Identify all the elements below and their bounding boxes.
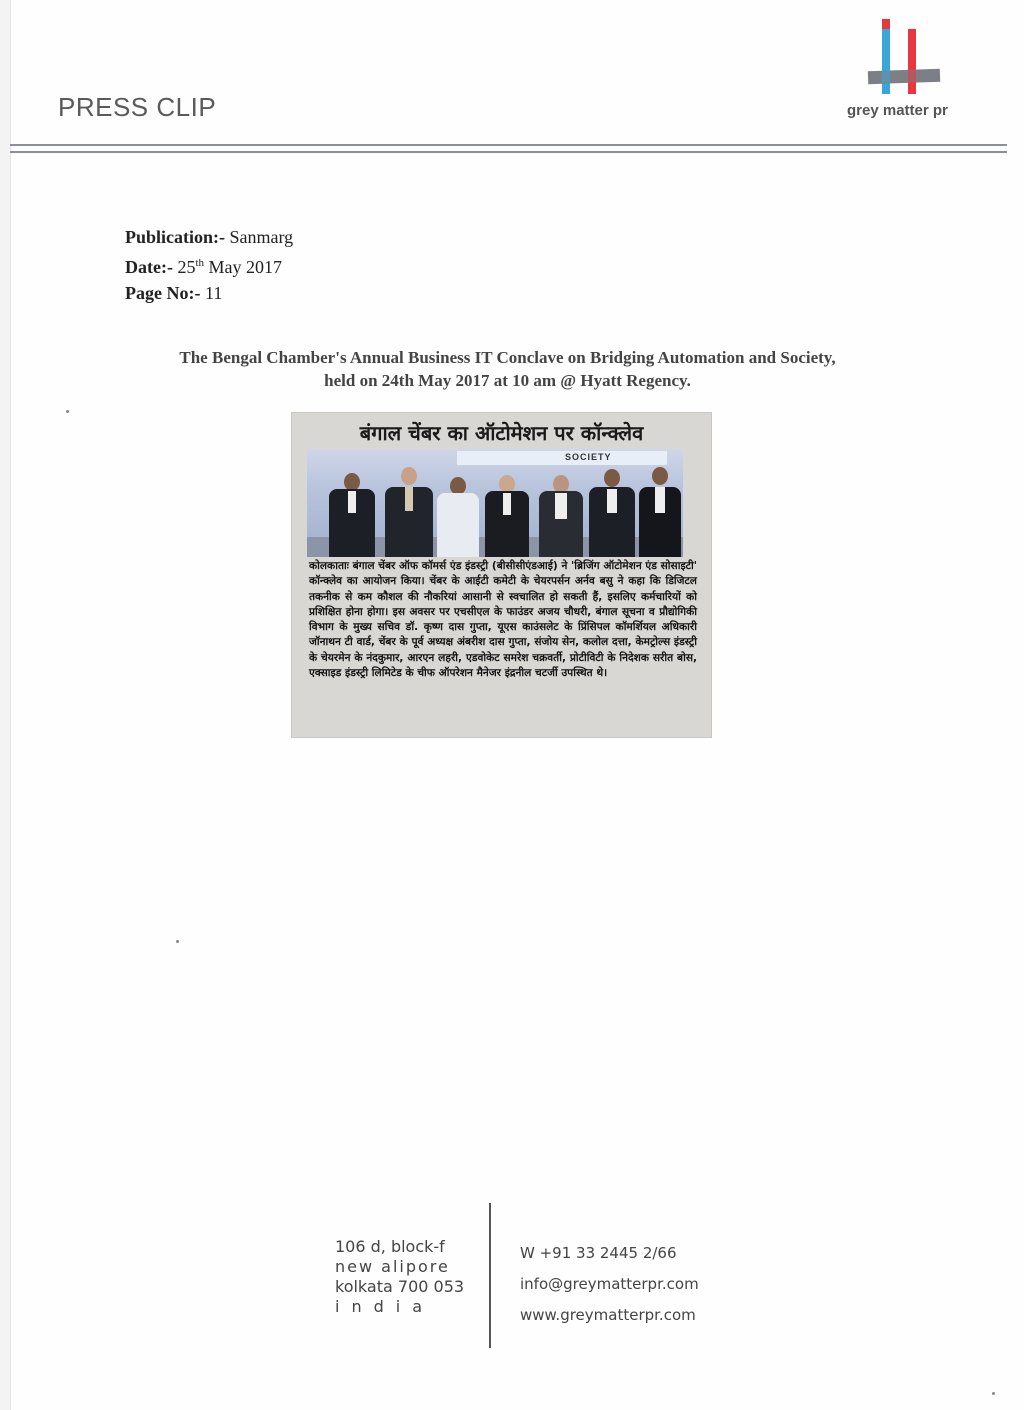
person-1 [329, 465, 375, 557]
page-title: PRESS CLIP [58, 92, 217, 122]
address-line-2: new alipore [335, 1257, 450, 1276]
footer-divider [489, 1203, 491, 1348]
grey-matter-pr-logo [860, 14, 950, 104]
person-4 [485, 467, 529, 557]
caption-line-1: The Bengal Chamber's Annual Business IT Conclave on Bridging Automation and Society, [179, 348, 836, 367]
phone-number: W +91 33 2445 2/66 [520, 1244, 677, 1262]
photo-banner [457, 451, 667, 465]
website-link[interactable]: www.greymatterpr.com [520, 1306, 696, 1324]
person-2 [385, 461, 433, 557]
publication-label: Publication:- [125, 227, 226, 247]
publication-meta [125, 224, 293, 306]
address-line-3: kolkata 700 053 [335, 1277, 465, 1296]
photo-banner-text: SOCIETY [565, 452, 612, 462]
event-caption [100, 346, 915, 392]
paper-speck [176, 940, 179, 943]
paper-edge [0, 0, 11, 1410]
person-5 [539, 467, 583, 557]
clip-headline: बंगाल चेंबर का ऑटोमेशन पर कॉन्क्लेव [359, 421, 644, 445]
logo-text: grey matter pr [847, 102, 948, 119]
email-link[interactable]: info@greymatterpr.com [520, 1275, 699, 1293]
event-photo [307, 449, 683, 557]
person-6 [589, 463, 635, 557]
paper-speck [992, 1392, 995, 1395]
date-suffix: th [195, 257, 205, 269]
publication-row [125, 224, 293, 250]
person-3 [437, 469, 479, 557]
page-value: 11 [204, 283, 223, 303]
address-line-4: india [335, 1297, 434, 1316]
publication-value: Sanmarg [229, 227, 294, 247]
person-7 [639, 461, 681, 557]
header-rule [10, 144, 1007, 146]
page-row [125, 280, 293, 306]
clip-article-text: कोलकाताः बंगाल चेंबर ऑफ कॉमर्स एंड इंडस्ट्री (बीसीसीएंडआई) ने 'ब्रिजिंग ऑटोमेशन एंड सोसाइटी' कॉन्क्लेव का आयोजन किया। चेंबर के आईटी कमेटी के चेयरपर्सन अर्नव बसु ने कहा कि डिजिटल तकनीक से कम कौशल की नौकरियां आसानी से स्वचालित हो सकती हैं, इसलिए कर्मचारियों को प्रशिक्षित होना होगा। इस अवसर पर एचसीएल के फाउंडर अजय चौधरी, बंगाल सूचना व प्रौद्योगिकी विभाग के मुख्य सचिव डॉ. कृष्ण दास गुप्ता, यूएस काउंसलेट के प्रिंसिपल कॉमर्शियल अधिकारी जॉनाथन टी वार्ड, चेंबर के पूर्व अध्यक्ष अंबरीश दास गुप्ता, संजोय सेन, कलोल दत्ता, केमट्रोल्स इंडस्ट्री के चेयरमेन के नंदकुमार, आरएन लहरी, एडवोकेट समरेश चक्रवर्ती, प्रोटीविटी के निदेशक सरीत बोस, एक्साइड इंडस्ट्री लिमिटेड के चीफ ऑपरेशन मैनेजर इंद्रनील चटर्जी उपस्थित थे। [309, 560, 697, 680]
date-day: 25 [177, 257, 196, 277]
newspaper-clipping [292, 413, 711, 737]
page-label: Page No:- [125, 283, 201, 303]
footer-address [335, 1237, 464, 1317]
paper-speck [66, 410, 69, 413]
caption-line-2: held on 24th May 2017 at 10 am @ Hyatt Regency. [324, 371, 691, 390]
date-row [125, 250, 293, 280]
date-rest: May 2017 [208, 257, 283, 277]
footer-contact [520, 1238, 699, 1331]
header-rule-secondary [10, 151, 1007, 153]
address-line-1: 106 d, block-f [335, 1237, 445, 1256]
date-label: Date:- [125, 257, 173, 277]
